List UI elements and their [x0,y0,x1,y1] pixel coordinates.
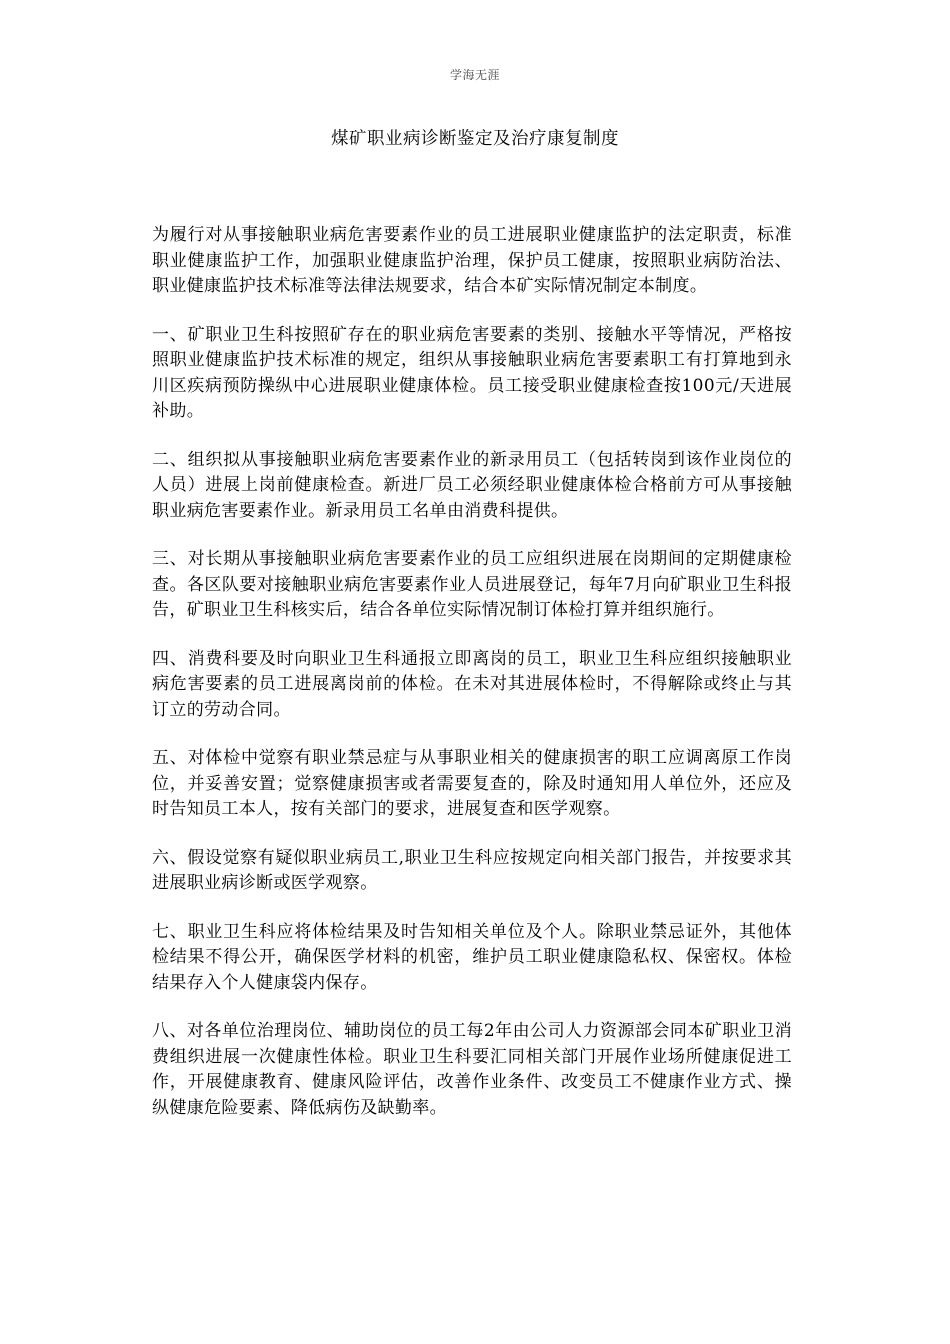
paragraph-4: 四、消费科要及时向职业卫生科通报立即离岗的员工，职业卫生科应组织接触职业病危害要素的员工进展离岗前的体检。在未对其进展体检时，不得解除或终止与其订立的劳动合同。 [152,648,792,720]
paragraph-5: 五、对体检中觉察有职业禁忌症与从事职业相关的健康损害的职工应调离原工作岗位，并妥善安置；觉察健康损害或者需要复查的，除及时通知用人单位外，还应及时告知员工本人，按有关部门的要求，进展复查和医学观察。 [152,748,792,819]
paragraph-8: 八、对各单位治理岗位、辅助岗位的员工每2年由公司人力资源部会同本矿职业卫消费组织进展一次健康性体检。职业卫生科要汇同相关部门开展作业场所健康促进工作，开展健康教育、健康风险评估，改善作业条件、改变员工不健康作业方式、操纵健康危险要素、降低病伤及缺勤率。 [152,1021,792,1118]
paragraph-3: 三、对长期从事接触职业病危害要素作业的员工应组织进展在岗期间的定期健康检查。各区队要对接触职业病危害要素作业人员进展登记，每年7月向矿职业卫生科报告，矿职业卫生科核实后，结合各单位实际情况制订体检打算并组织施行。 [152,549,792,620]
document-title: 煤矿职业病诊断鉴定及治疗康复制度 [331,129,619,149]
page-header: 学海无涯 [449,68,500,82]
paragraph-1: 一、矿职业卫生科按照矿存在的职业病危害要素的类别、接触水平等情况，严格按照职业健康监护技术标准的规定，组织从事接触职业病危害要素职工有打算地到永川区疾病预防操纵中心进展职业健康体检。员工接受职业健康检查按100元/天进展补助。 [152,324,792,421]
paragraph-7: 七、职业卫生科应将体检结果及时告知相关单位及个人。除职业禁忌证外，其他体检结果不得公开，确保医学材料的机密，维护员工职业健康隐私权、保密权。体检结果存入个人健康袋内保存。 [152,921,792,993]
paragraph-2: 二、组织拟从事接触职业病危害要素作业的新录用员工（包括转岗到该作业岗位的人员）进展上岗前健康检查。新进厂员工必须经职业健康体检合格前方可从事接触职业病危害要素作业。新录用员工名单由消费科提供。 [152,449,792,521]
paragraph-intro: 为履行对从事接触职业病危害要素作业的员工进展职业健康监护的法定职责，标准职业健康监护工作，加强职业健康监护治理，保护员工健康，按照职业病防治法、职业健康监护技术标准等法律法规要求，结合本矿实际情况制定本制度。 [152,225,792,296]
document-body [152,223,792,1144]
paragraph-6: 六、假设觉察有疑似职业病员工,职业卫生科应按规定向相关部门报告，并按要求其进展职业病诊断或医学观察。 [152,847,792,893]
